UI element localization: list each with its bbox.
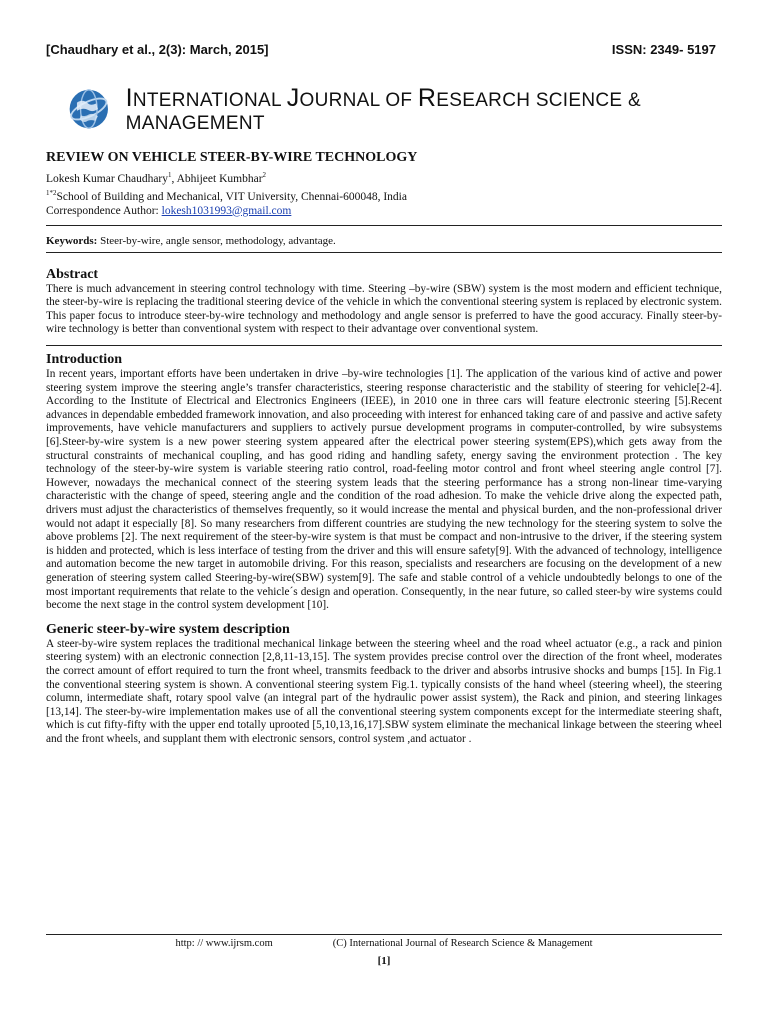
journal-title: INTERNATIONAL JOURNAL OF RESEARCH SCIENCE & MANAGEMENT	[125, 83, 641, 134]
footer-copyright: (C) International Journal of Research Science & Management	[332, 938, 593, 949]
abstract-heading: Abstract	[46, 266, 99, 282]
correspondence: Correspondence Author: lokesh1031993@gmail.com	[46, 204, 292, 217]
affiliation: $^{1*2}$School of Building and Mechanical, VIT University, Chennai-600048, India	[46, 188, 407, 203]
introduction-heading: Introduction	[46, 352, 122, 368]
issn: ISSN: 2349- 5197	[611, 42, 716, 57]
keywords: Keywords: Steer-by-wire, angle sensor, methodology, advantage.	[46, 234, 336, 247]
paper-title: REVIEW ON VEHICLE STEER-BY-WIRE TECHNOLOGY	[46, 150, 418, 165]
introduction-text: In recent years, important efforts have been undertaken in drive –by-wire technologies [1]. The application of the various kind of active and power steering system improve the steering angle’s transfer characteristics, steering response characteristic and the stability of steering for vehicle[2-4]. According to the Institute of Electrical and Electronics Engineers (IEEE), in 2010 one in three cars will feature electronic steering [5].Recent advances in dependable embedded framework innovation, and also proceeding with interest for enhanced taking care of and passive and active safety improvements, have vehicle manufacturers and suppliers to actively pursue development programs in computer-controlled, by wire subsystems [6].Steer-by-wire system is a new power steering system appeared after the electrical power steering system(EPS),which gets away from the structural constraints of mechanical coupling, and has good riding and handling safety, energy saving the environment protection . The key technology of the steer-by-wire system is variable steering ratio control, road-feeling motor control and front wheel steering angle control [7]. However, nowadays the mechanical connect of the steering system leads that the steering performance has a strong non-linear time-varying characteristic with the change of speed, steering angle and the condition of the road adhesion. To make the vehicle drive along the expected path, drivers must adjust the characteristics of themselves frequently, so it would increase the mental and physical burden, and the non-professional driver would not adapt it especially [8]. So many researchers from different countries are studying the new technology for the steering system to solve the above problems [2]. The next requirement of the steer-by-wire system is that must be compact and non-intrusive to the driver, if the steering system is hidden and protected, which is less interface of testing from the driver and this will ensure safety[9]. With the advanced of technology, intelligence and automation become the new target in automobile driving. For this reason, specialists and researchers are focusing on the development of a new generation of steering system called Steering-by-wire(SBW) system[9]. The safe and stable control of a vehicle undoubtedly belongs to one of the most important requirements that relate to the vehicle´s design and operation. Consequently, in the near future, so called steer-by wire systems could become the next stage in the control system development [10].	[46, 368, 722, 612]
page-number: [1]	[377, 955, 391, 967]
footer	[46, 938, 722, 949]
citation: [Chaudhary et al., 2(3): March, 2015]	[46, 42, 269, 57]
generic-text: A steer-by-wire system replaces the traditional mechanical linkage between the steering wheel and the road wheel actuator (e.g., a rack and pinion steering system) with an electronic connection [2,8,11-13,15]. The system provides precise control over the direction of the front wheel, moderates the correct amount of effort required to turn the front wheel, transmits feedback to the driver and absorbs intrusive shocks and bumps [15]. In Fig.1 the conventional steering system is shown. A conventional steering system Fig.1. typically consists of the hand wheel (steering wheel), the steering column, intermediate shaft, rotary spool valve (an integral part of the hydraulic power assist system), the Rack and pinion, and steering linkages [13,14]. The steer-by-wire implementation makes use of all the conventional steering system components except for the intermediate steering shaft, which is cut fifty-fifty with the upper end totally uprooted [5,10,13,16,17].SBW system eliminate the mechanical linkage between the steering wheel and the front wheels, and supplant them with electronic sensors, control system ,and actuator .	[46, 637, 722, 745]
email-link[interactable]: lokesh1031993@gmail.com	[161, 204, 292, 217]
abstract-text: There is much advancement in steering control technology with time. Steering –by-wire (SBW) system is the most modern and efficient technique, the steer-by-wire is replacing the traditional steering device of the vehicle in which the conventional steering system is replaced by electronic system. This paper focus to introduce steer-by-wire technology and methodology and angle sensor is preferred to have the good accuracy. Finally steer-by-wire technology is better than conventional system with respect to their advantage over conventional system.	[46, 282, 722, 336]
footer-rule	[46, 934, 722, 935]
footer-url[interactable]: http: // www.ijrsm.com	[175, 938, 273, 949]
divider	[46, 225, 722, 226]
globe-logo-icon	[66, 84, 112, 134]
running-header	[46, 42, 716, 57]
divider	[46, 252, 722, 253]
divider	[46, 345, 722, 346]
generic-heading: Generic steer-by-wire system description	[46, 621, 290, 637]
article-body	[46, 150, 722, 746]
author-line: Lokesh Kumar Chaudhary$^1$, Abhijeet Kumbhar$^2$	[46, 171, 267, 185]
journal-banner	[66, 80, 728, 138]
